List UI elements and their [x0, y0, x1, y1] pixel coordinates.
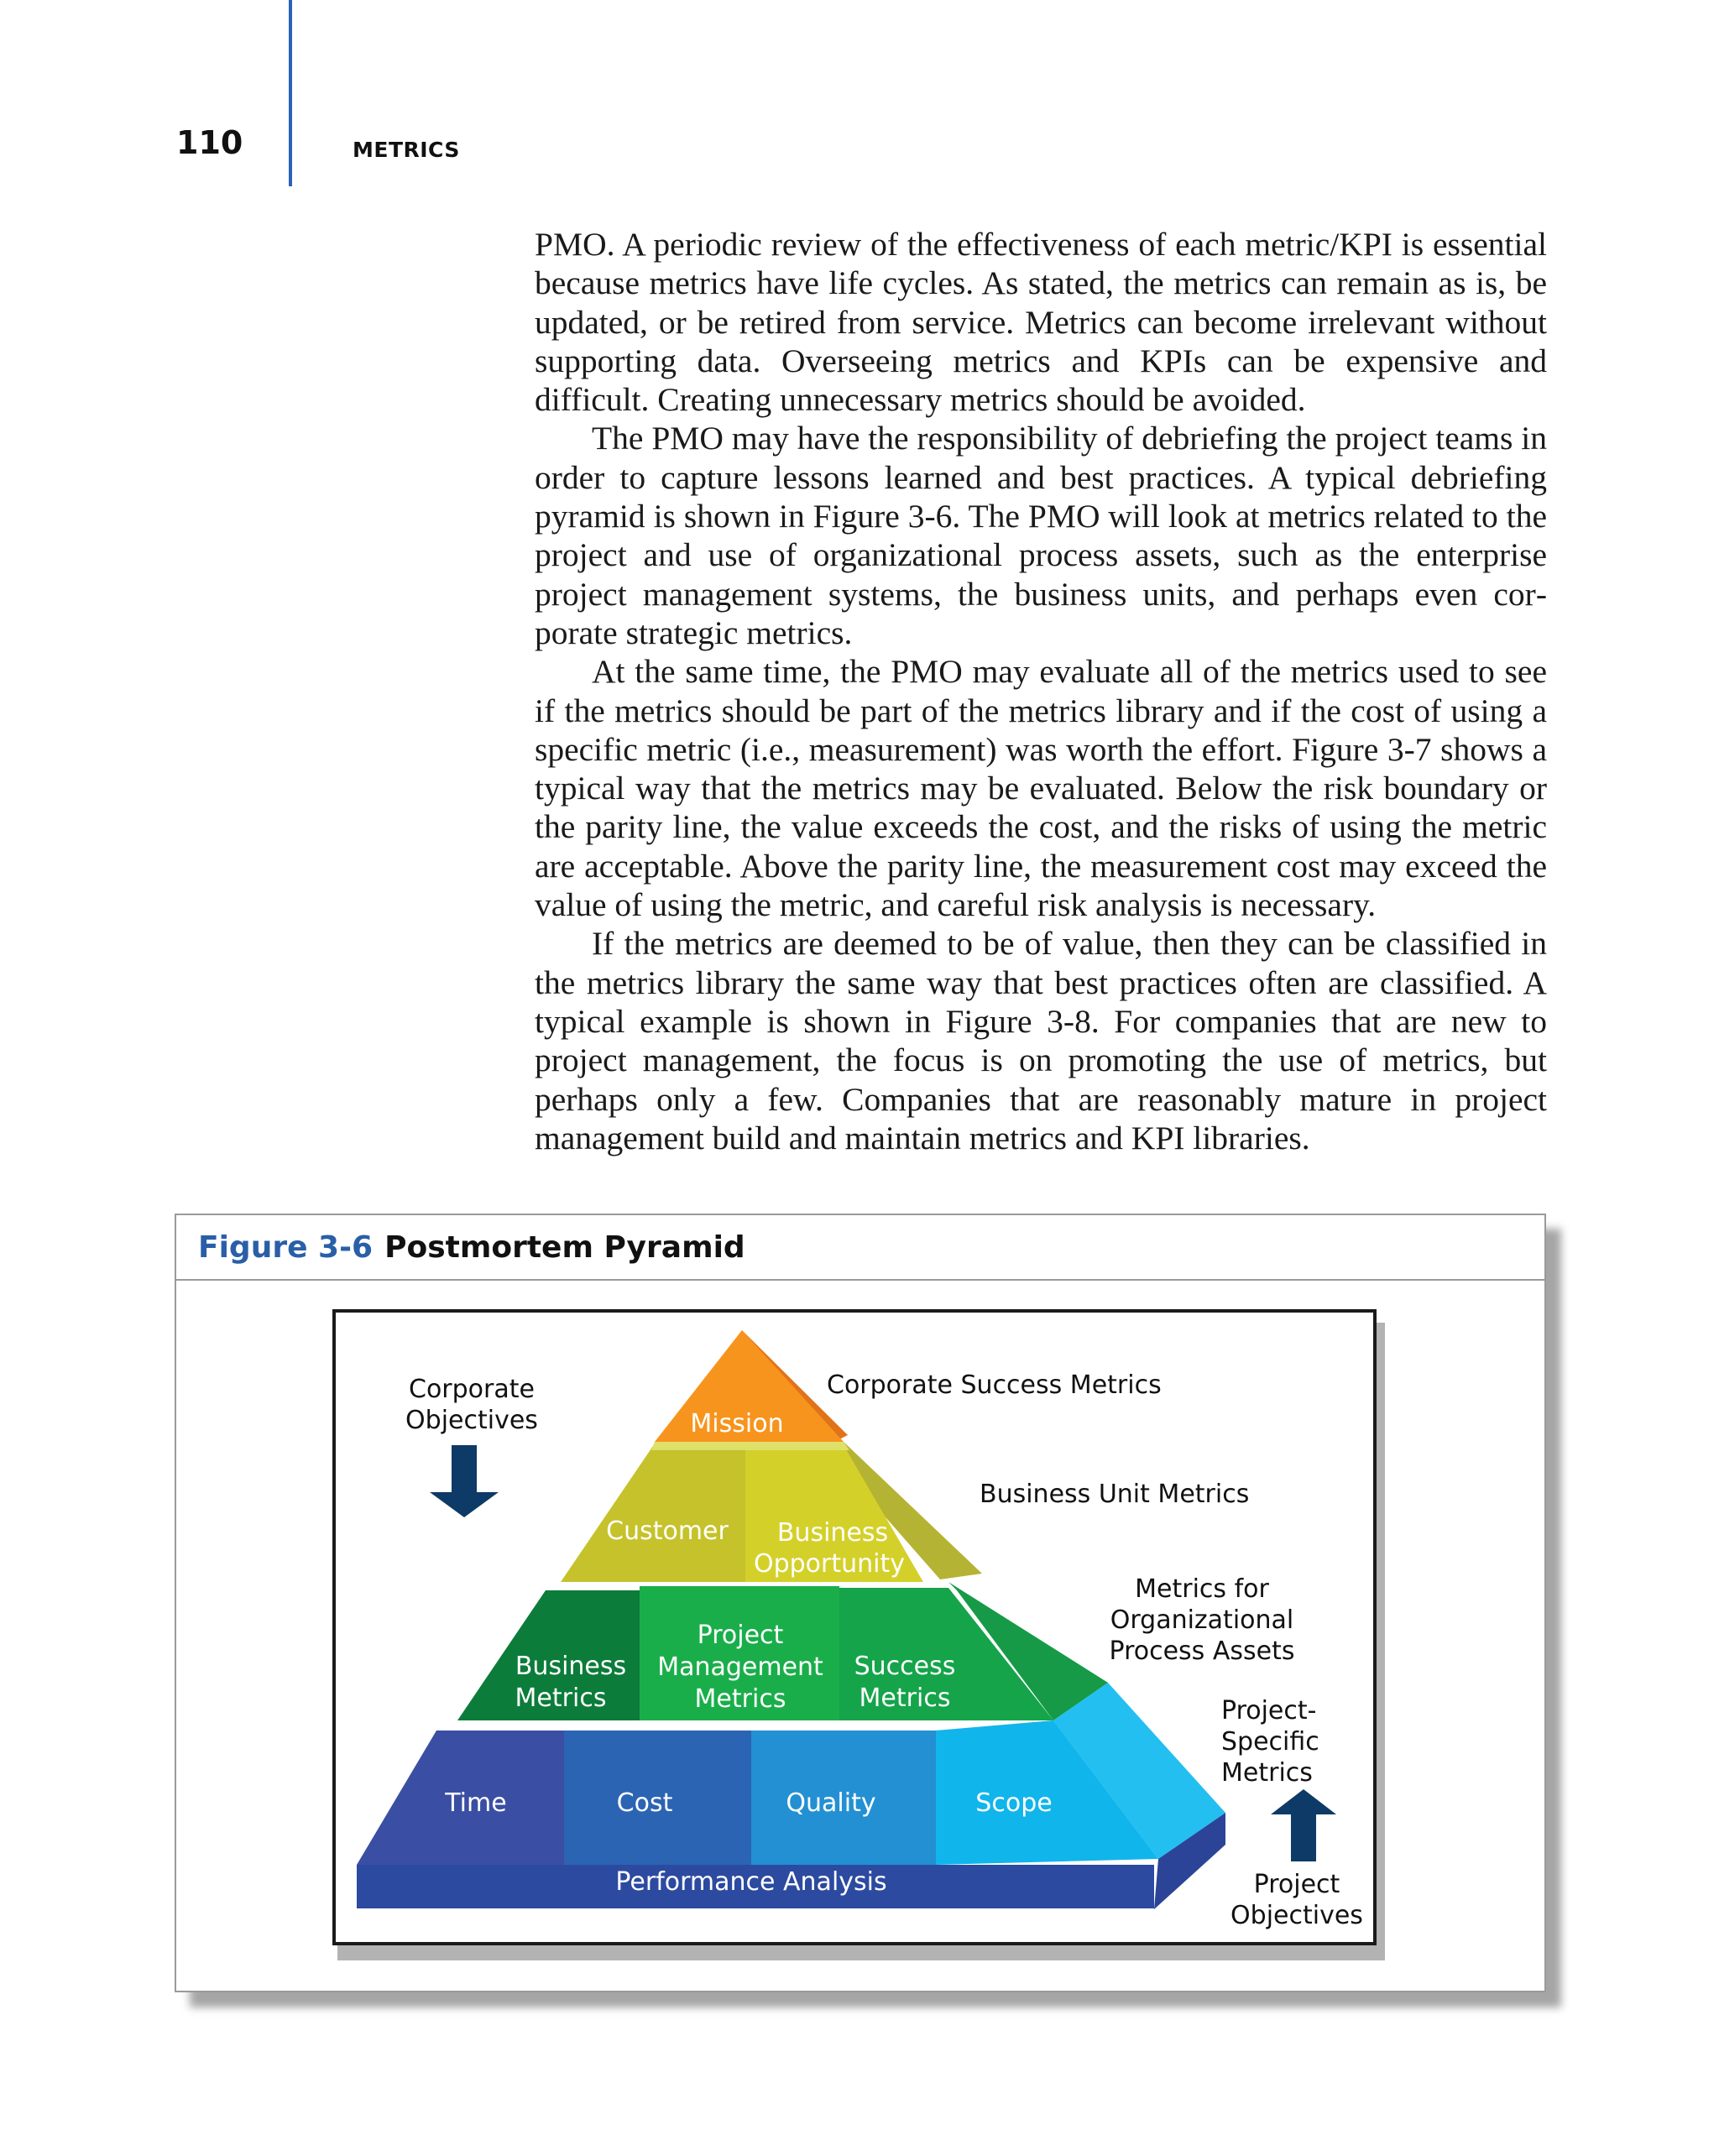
performance-analysis-label: Performance Analysis — [615, 1867, 887, 1897]
paragraph-4: If the metrics are deemed to be of value, then they can be classified in the metrics library the same way that best practices often are classified. A typical example is shown in Figure 3-8. For companies that are new to project management, the focus is on promoting the use of metrics, but perhaps only a few. Companies that are reasonably mature in project management build and maintain metrics and KPI libraries. — [535, 925, 1547, 1156]
project-objectives-line2: Objectives — [1230, 1901, 1363, 1930]
paragraph-2: The PMO may have the responsibility of debriefing the project teams in order to capture lessons learned and best practices. A typical debriefing pyramid is shown in Figure 3-6. The PMO will look at metrics related to the project and use of organizational process assets, such as the enterprise project management systems, the business units, and perhaps even corporate strategic metrics. — [535, 420, 1547, 651]
pm-metrics-line1: Project — [697, 1621, 784, 1650]
project-specific-line3: Metrics — [1221, 1758, 1313, 1788]
business-metrics-line2: Metrics — [515, 1684, 607, 1713]
success-metrics-line1: Success — [854, 1652, 956, 1681]
project-specific-line1: Project- — [1221, 1696, 1317, 1725]
corporate-objectives-line2: Objectives — [405, 1406, 538, 1435]
pm-metrics-line3: Metrics — [694, 1684, 786, 1714]
corporate-objectives-line1: Corporate — [409, 1375, 535, 1404]
corporate-success-label: Corporate Success Metrics — [827, 1370, 1162, 1400]
business-metrics-line1: Business — [515, 1652, 627, 1681]
figure-title: Postmortem Pyramid — [384, 1230, 745, 1265]
org-process-line2: Organizational — [1110, 1605, 1294, 1635]
customer-block — [561, 1443, 745, 1582]
down-arrow-icon — [430, 1445, 499, 1517]
project-objectives-line1: Project — [1253, 1870, 1340, 1899]
time-label: Time — [445, 1788, 507, 1818]
mission-label: Mission — [690, 1409, 784, 1438]
paragraph-1: PMO. A periodic review of the effectiveness of each metric/KPI is essential because metrics have life cycles. As stated, the metrics can remain as is, be updated, or be retired from service. Metrics can become irrelevant without supporting data. Overseeing metrics and KPIs can be expensive and difficult. Creating unnecessary metrics should be avoided. — [535, 226, 1547, 419]
up-arrow-icon — [1271, 1789, 1336, 1861]
org-process-line1: Metrics for — [1135, 1574, 1269, 1604]
cost-label: Cost — [616, 1788, 673, 1818]
project-specific-line2: Specific — [1221, 1727, 1319, 1757]
success-metrics-line2: Metrics — [859, 1684, 951, 1713]
org-process-line3: Process Assets — [1109, 1637, 1295, 1666]
tier2-top-edge — [651, 1442, 849, 1450]
running-head: METRICS — [353, 138, 460, 162]
page-number: 110 — [176, 124, 243, 161]
business-opportunity-line2: Opportunity — [753, 1549, 906, 1579]
scope-label: Scope — [975, 1788, 1053, 1818]
pm-metrics-line2: Management — [657, 1652, 823, 1682]
business-opportunity-line1: Business — [776, 1518, 889, 1548]
paragraph-3: At the same time, the PMO may evaluate all of the metrics used to see if the metrics should be part of the metrics library and if the cost of using a specific metric (i.e., measurement) was worth the effort. Figure 3-7 shows a typical way that the metrics may be evaluated. Below the risk boundary or the parity line, the value exceeds the cost, and the risks of using the metric are acceptable. Above the parity line, the measurement cost may exceed the value of using the metric, and careful risk analysis is necessary. — [535, 653, 1547, 924]
business-unit-label: Business Unit Metrics — [980, 1480, 1250, 1509]
customer-label: Customer — [606, 1517, 729, 1546]
quality-label: Quality — [786, 1788, 876, 1818]
figure-number: Figure 3-6 — [198, 1230, 374, 1265]
